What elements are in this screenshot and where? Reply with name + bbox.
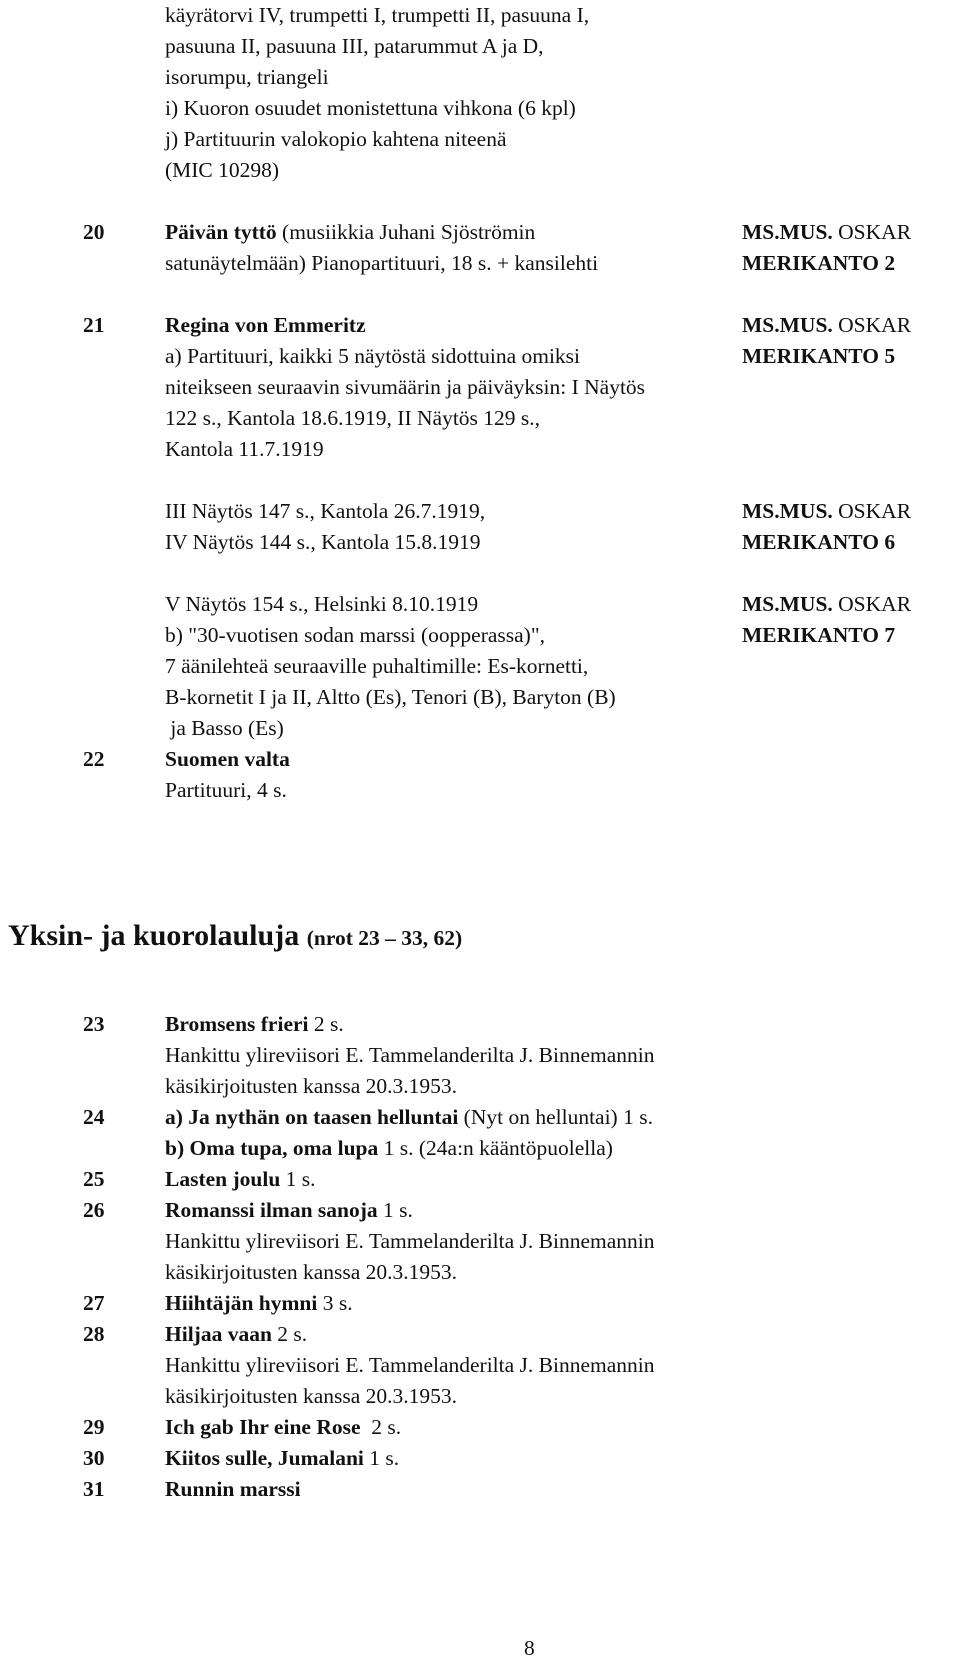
song-line: Bromsens frieri 2 s. (165, 1012, 344, 1036)
text-line: Kantola 11.7.1919 (165, 437, 324, 461)
text-line: niteikseen seuraavin sivumäärin ja päiväyksin: I Näytös (165, 375, 646, 399)
text-line: b) "30-vuotisen sodan marssi (oopperassa)", (165, 623, 545, 647)
section-heading: Yksin- ja kuorolauluja (nrot 23 – 33, 62) (8, 919, 463, 952)
text-line: B-kornetit I ja II, Altto (Es), Tenori (B), Baryton (B) (165, 685, 616, 709)
text-line: V Näytös 154 s., Helsinki 8.10.1919 (165, 592, 479, 616)
item-number: 21 (83, 313, 105, 337)
shelfmark: MERIKANTO 5 (742, 344, 896, 368)
song-line: Kiitos sulle, Jumalani 1 s. (165, 1446, 400, 1470)
text-line: 7 äänilehteä seuraaville puhaltimille: Es-kornetti, (165, 654, 589, 678)
song-line: b) Oma tupa, oma lupa 1 s. (24a:n kääntöpuolella) (165, 1136, 613, 1160)
text-line: Partituuri, 4 s. (165, 778, 287, 802)
item-number: 27 (83, 1291, 105, 1315)
song-line: a) Ja nythän on taasen helluntai (Nyt on helluntai) 1 s. (165, 1105, 653, 1129)
item-number: 24 (83, 1105, 105, 1129)
item-number: 31 (83, 1477, 105, 1501)
text-line: (MIC 10298) (165, 158, 280, 182)
shelfmark: MS.MUS. OSKAR (742, 313, 912, 337)
text-line: III Näytös 147 s., Kantola 26.7.1919, (165, 499, 486, 523)
text-line: käyrätorvi IV, trumpetti I, trumpetti II, pasuuna I, (165, 3, 590, 27)
item-number: 29 (83, 1415, 105, 1439)
text-line: Hankittu ylireviisori E. Tammelanderilta J. Binnemannin (165, 1353, 655, 1377)
song-line: Ich gab Ihr eine Rose 2 s. (165, 1415, 402, 1439)
text-line: IV Näytös 144 s., Kantola 15.8.1919 (165, 530, 481, 554)
text-line: ja Basso (Es) (165, 716, 284, 740)
song-line: Romanssi ilman sanoja 1 s. (165, 1198, 413, 1222)
text-line: satunäytelmään) Pianopartituuri, 18 s. + kansilehti (165, 251, 599, 275)
shelfmark: MERIKANTO 7 (742, 623, 896, 647)
shelfmark: MERIKANTO 2 (742, 251, 896, 275)
text-line: 122 s., Kantola 18.6.1919, II Näytös 129 s., (165, 406, 541, 430)
item-title: Päivän tyttö (165, 220, 277, 244)
item-number: 28 (83, 1322, 105, 1346)
text-line: Hankittu ylireviisori E. Tammelanderilta J. Binnemannin (165, 1229, 655, 1253)
shelfmark: MS.MUS. OSKAR (742, 592, 912, 616)
page-number: 8 (524, 1636, 535, 1660)
shelfmark: MS.MUS. OSKAR (742, 499, 912, 523)
item-title: Suomen valta (165, 747, 290, 771)
text-line: Hankittu ylireviisori E. Tammelanderilta J. Binnemannin (165, 1043, 655, 1067)
text-line: a) Partituuri, kaikki 5 näytöstä sidottuina omiksi (165, 344, 581, 368)
item-number: 25 (83, 1167, 105, 1191)
shelfmark: MS.MUS. OSKAR (742, 220, 912, 244)
text-line: pasuuna II, pasuuna III, patarummut A ja D, (165, 34, 544, 58)
text-line: i) Kuoron osuudet monistettuna vihkona (6 kpl) (165, 96, 576, 120)
text-line: käsikirjoitusten kanssa 20.3.1953. (165, 1384, 458, 1408)
song-line: Hiljaa vaan 2 s. (165, 1322, 308, 1346)
song-line: Hiihtäjän hymni 3 s. (165, 1291, 353, 1315)
song-title: Runnin marssi (165, 1477, 301, 1501)
item-number: 23 (83, 1012, 105, 1036)
item-title: Regina von Emmeritz (165, 313, 366, 337)
item-number: 20 (83, 220, 105, 244)
item-number: 26 (83, 1198, 105, 1222)
item-desc: (musiikkia Juhani Sjöströmin (276, 220, 536, 244)
text-line: isorumpu, triangeli (165, 65, 329, 89)
text-line: käsikirjoitusten kanssa 20.3.1953. (165, 1260, 458, 1284)
song-line: Lasten joulu 1 s. (165, 1167, 316, 1191)
item-number: 22 (83, 747, 105, 771)
text-line: j) Partituurin valokopio kahtena niteenä (165, 127, 507, 151)
text-line: käsikirjoitusten kanssa 20.3.1953. (165, 1074, 458, 1098)
shelfmark: MERIKANTO 6 (742, 530, 896, 554)
item-number: 30 (83, 1446, 105, 1470)
item-title-line (165, 219, 535, 245)
